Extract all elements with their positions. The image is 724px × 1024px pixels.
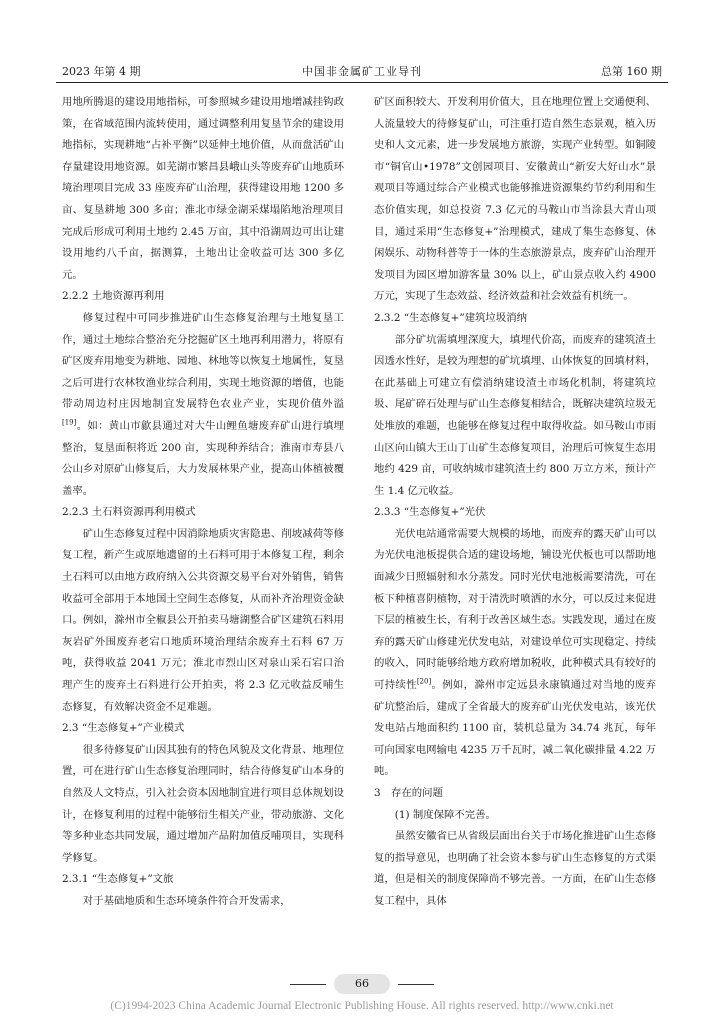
- issue-label: 2023 年第 4 期: [62, 65, 141, 78]
- paragraph: 虽然安徽省已从省级层面出台关于市场化推进矿山生态修复的指导意见，也明确了社会资本参与矿山生态修复的方式渠道，但是相关的制度保障尚不够完善。一方面，在矿山生态修复工程中，具体: [374, 830, 656, 907]
- paragraph: [374, 524, 656, 783]
- paragraph: 矿山生态修复过程中因消除地质灾害隐患、削坡减荷等修复工程，新产生或原地遗留的土石料可用于本修复工程，剩余土石料可以由地方政府纳入公共资源交易平台对外销售，销售收益可全部用于本地国土空间生态修复，从而补齐治理资金缺口。例如，滁州市全椒县公开拍卖马塘湖整合矿区建筑石料用灰岩矿外围废弃老宕口地质环境治理结余废弃土石料 67 万吨，获得收益 2041 万元；淮北市烈山区对泉山采石宕口治理产生的废弃土石料进行公开拍卖，将 2.3 亿元收益反哺生态修复，有效解决资金不足难题。: [62, 527, 344, 713]
- paragraph: 部分矿坑需填埋深度大，填埋代价高，而废弃的建筑渣土因透水性好，是较为理想的矿坑填埋、山体恢复的回填材料，在此基础上可建立有偿消纳建设渣土市场化机制，将建筑垃圾、尾矿碎石处理与矿山生态修复相结合，既解决建筑垃圾无处堆放的难题，也能够在修复过程中取得收益。如马鞍山市雨山区向山镇大王山丁山矿生态修复项目，治理后可恢复生态用地约 429 亩，可收纳城市建筑渣土约 800 万立方米，预计产生 1.4 亿元收益。: [374, 333, 656, 497]
- copyright-notice: (C)1994-2023 China Academic Journal Electronic Publishing House. All rights reserved. http://www.cnki.net: [110, 1000, 614, 1012]
- paragraph-text: 。例如，滁州市定远县永康镇通过对当地的废弃矿坑整治后，建成了全省最大的废弃矿山光伏发电站，该光伏发电站占地面积约 1100 亩，装机总量为 34.74 兆瓦，每年可向国家电网输电 4235 万千瓦时，减二氧化碳排量 4.22 万吨。: [374, 679, 657, 778]
- citation-ref[interactable]: [20]: [416, 677, 432, 686]
- journal-title: 中国非金属矿工业导刊: [302, 65, 422, 78]
- citation-ref[interactable]: [19]: [62, 418, 77, 427]
- total-issue-label: 总第 160 期: [601, 65, 662, 78]
- section-heading: 2.3.3 “生态修复+”光伏: [374, 506, 486, 519]
- section-heading: 2.2.2 土地资源再利用: [62, 290, 165, 303]
- paragraph: 对于基础地质和生态环境条件符合开发需求，: [82, 894, 291, 907]
- subsection-heading: (1) 制度保障不完善。: [394, 808, 496, 821]
- section-heading: 3 存在的问题: [374, 787, 443, 799]
- paragraph: 很多待修复矿山因其独有的特色风貌及文化背景、地理位置，可在进行矿山生态修复治理同时，结合待修复矿山本身的自然及人文特点，引入社会资本因地制宜进行项目总体规划设计，在修复利用的过程中能够衍生相关产业，带动旅游、文化等多种业态共同发展，通过增加产品附加值反哺项目，实现科学修复。: [62, 743, 344, 864]
- running-header: [56, 60, 668, 83]
- page-number: 66: [334, 974, 390, 994]
- paragraph-text: 光伏电站通常需要大规模的场地，而废弃的露天矿山可以为光伏电池板提供合适的建设场地，铺设光伏板也可以帮助地面减少日照辐射和水分蒸发。同时光伏电池板需要清洗，可在板下种植喜阴植物，对于清洗时喷洒的水分，可以反过来促进下层的植被生长，有利于改善区域生态。实践发现，通过在废弃的露天矿山修建光伏发电站，对建设单位可实现稳定、持续的收入，同时能够给地方政府增加税收，此种模式具有较好的可持续性: [374, 527, 656, 692]
- section-heading: 2.2.3 土石料资源再利用模式: [62, 506, 196, 519]
- paragraph-text: 修复过程中可同步推进矿山生态修复治理与土地复垦工作，通过土地综合整治充分挖掘矿区土地再利用潜力，将原有矿区废弃用地变为耕地、园地、林地等以恢复土地属性，复垦之后可进行农林牧渔业综合利用，实现土地资源的增值，也能带动周边村庄因地制宜发展特色农业产业，实现价值外溢: [62, 311, 344, 411]
- paragraph: 矿区面积较大、开发利用价值大，且在地理位置上交通便利、人流量较大的待修复矿山，可注重打造自然生态景观，植入历史和人文元素，进一步发展地方旅游，实现产业转型。如铜陵市“铜官山•1978”文创园项目、安徽黄山“新安大好山水”景观项目等通过综合产业模式也能够推进资源集约节约利用和生态价值实现，如总投资 7.3 亿元的马鞍山市当涂县大青山项目，通过采用“生态修复+”治理模式，建成了集生态修复、休闲娱乐、动物科普等于一体的生态旅游景点，废弃矿山治理开发项目为园区增加游客量 30% 以上，矿山景点收入约 4900 万元，实现了生态效益、经济效益和社会效益有机统一。: [374, 96, 656, 303]
- paragraph: 用地所腾退的建设用地指标，可参照城乡建设用地增减挂钩政策，在省域范围内流转使用，通过调整利用复垦节余的建设用地指标，实现耕地“占补平衡”以延伸土地价值，从而盘活矿山存量建设用地资源。如芜湖市繁昌县峨山头等废弃矿山地质环境治理项目完成 33 座废弃矿山治理，获得建设用地 1200 多亩、复垦耕地 300 多亩；淮北市绿金湖采煤塌陷地治理项目完成后形成可利用土地约 2.45 万亩，其中沿湖周边可出让建设用地约八千亩，据测算，土地出让金收益可达 300 多亿元。: [62, 96, 344, 281]
- footer-rule-right: [398, 984, 434, 985]
- paragraph-text: 。如：黄山市歙县通过对大牛山鲤鱼塘废弃矿山进行填埋整治，复垦面积将近 200 亩，实现种养结合；淮南市寿县八公山乡对原矿山修复后，大力发展林果产业，提高山体植被覆盖率。: [62, 419, 344, 497]
- right-column: [374, 92, 656, 913]
- paragraph: [62, 308, 344, 502]
- footer-rule-left: [290, 984, 326, 985]
- section-heading: 2.3.2 “生态修复+”建筑垃圾消纳: [374, 311, 527, 324]
- section-heading: 2.3.1 “生态修复+”文旅: [62, 873, 174, 886]
- section-heading: 2.3 “生态修复+”产业模式: [62, 722, 185, 735]
- left-column: [62, 92, 344, 913]
